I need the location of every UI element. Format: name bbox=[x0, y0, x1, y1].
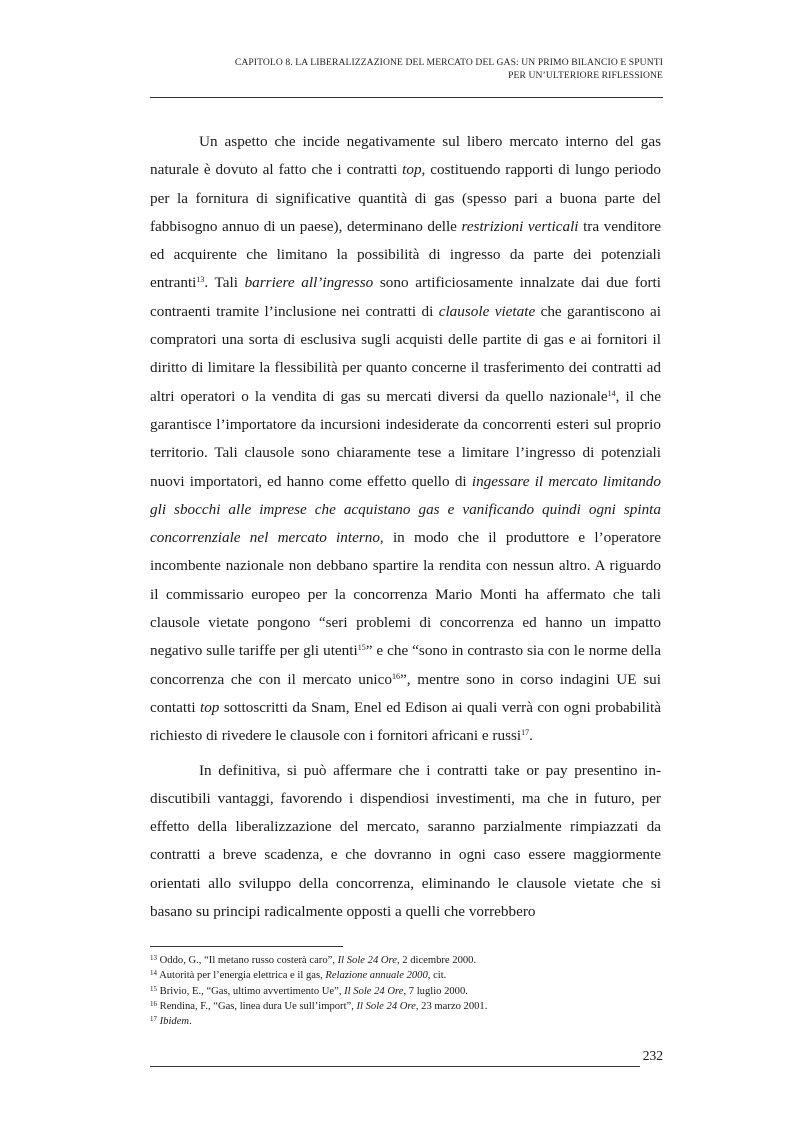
page-number: 232 bbox=[642, 1048, 663, 1063]
footnote-source: Ibidem bbox=[159, 1016, 190, 1028]
footnote-text: Autorità per l’energia elettrica e il gas, bbox=[159, 970, 326, 982]
footnote-text: Brivio, E., “Gas, ultimo avvertimento Ue”, bbox=[159, 985, 345, 997]
italic-term-top: top bbox=[402, 161, 422, 179]
footnote-13 bbox=[150, 953, 663, 968]
text-run: Un aspetto che incide negativamente sul libero mercato interno del gas naturale è dovuto al fatto che i contratti bbox=[150, 133, 661, 179]
footnote-text: , 23 marzo 2001. bbox=[415, 1000, 488, 1012]
paragraph-1 bbox=[150, 128, 661, 751]
footnote-source: Il Sole 24 Ore bbox=[356, 1000, 416, 1012]
italic-phrase-ingessare: ingessare il mercato limitando gli sbocchi alle imprese che acquistano gas e vanificando quindi ogni spinta concorrenziale nel mercato interno bbox=[150, 472, 661, 547]
running-header bbox=[150, 57, 663, 82]
text-run: tra venditore ed acquirente che limitano la possibilità di ingresso da parte dei potenziali entranti bbox=[150, 217, 661, 292]
footnote-number: 17 bbox=[150, 1015, 157, 1024]
text-run: sottoscritti da Snam, Enel ed Edison ai quali verrà con ogni probabilità richiesto di rivedere le clausole con i fornitori africani e russi bbox=[150, 698, 661, 745]
footnote-15 bbox=[150, 984, 663, 999]
footnote-ref-15[interactable]: 15 bbox=[357, 643, 366, 653]
text-run: , il che garantisce l’importatore da incursioni indesiderate da concorrenti esteri sul proprio territorio. Tali clausole sono chiaramente tese a limitare l’ingresso di potenziali nuovi importatori, ed hanno come effetto quello di bbox=[150, 387, 662, 490]
footnote-16 bbox=[150, 999, 663, 1014]
italic-term-restrizioni-verticali: restrizioni verticali bbox=[461, 217, 579, 235]
footnote-number: 16 bbox=[150, 999, 157, 1008]
footnote-number: 14 bbox=[150, 969, 157, 978]
text-run: , costituendo rapporti di lungo periodo per la fornitura di significative quantità di gas (spesso pari a buona parte del fabbisogno annuo di un paese), determinano delle bbox=[150, 161, 661, 235]
footnote-text: , 2 dicembre 2000. bbox=[396, 955, 477, 966]
footnote-text: . bbox=[189, 1016, 192, 1028]
text-run: ” e che “sono in contrasto sia con le norme della concorrenza che con il mercato unico bbox=[150, 642, 661, 688]
footnote-text: Oddo, G., “Il metano russo costerà caro”, bbox=[159, 955, 338, 966]
footnote-ref-17[interactable]: 17 bbox=[521, 728, 530, 738]
italic-term-barriere: barriere all’ingresso bbox=[244, 274, 374, 292]
body-text bbox=[150, 128, 661, 926]
footnote-text: Rendina, F., “Gas, linea dura Ue sull’import”, bbox=[159, 1000, 357, 1012]
text-run: che garantiscono ai compratori una sorta di esclusiva sugli acquisti delle partite di gas e ai fornitori il diritto di limitare la flessibilità per quanto concerne il trasferimento dei contratti ad altri operatori o la vendita di gas su mercati diversi da quello nazionale bbox=[150, 302, 661, 405]
header-line-1: CAPITOLO 8. LA LIBERALIZZAZIONE DEL MERCATO DEL GAS: UN PRIMO BILANCIO E SPUNTI bbox=[234, 57, 663, 68]
text-run: . Tali bbox=[204, 274, 245, 292]
paragraph-2: In definitiva, si può affermare che i contratti take or pay presentino indiscutibili vantaggi, favorendo i dispendiosi investimenti, ma che in futuro, per effetto della liberalizzazione del mercato, saranno parzialmente rimpiazzati da contratti a breve scadenza, e che dovranno in ogni caso essere maggiormente orientati allo sviluppo della concorrenza, eliminando le clausole vietate che si basano su principi radicalmente opposti a quelli che vorrebbero bbox=[150, 761, 661, 921]
footnotes bbox=[150, 953, 663, 1029]
text-run: , in modo che il produttore e l’operatore incombente nazionale non debbano spartire la rendita con nessun altro. A riguardo il commissario europeo per la concorrenza Mario Monti ha affermato che tali clausole vietate pongono “seri problemi di concorrenza ed hanno un impatto negativo sulle tariffe per gli utenti bbox=[150, 529, 662, 660]
header-line-2: PER UN’ULTERIORE RIFLESSIONE bbox=[508, 69, 663, 81]
footnote-number: 13 bbox=[150, 954, 157, 962]
footnote-text: , 7 luglio 2000. bbox=[403, 985, 468, 997]
footnote-ref-13[interactable]: 13 bbox=[196, 275, 205, 285]
footnote-ref-16[interactable]: 16 bbox=[391, 671, 400, 681]
footnote-14 bbox=[150, 968, 663, 983]
footnote-source: Il Sole 24 Ore bbox=[337, 955, 397, 966]
footnote-ref-14[interactable]: 14 bbox=[607, 388, 616, 398]
footnote-number: 15 bbox=[150, 984, 157, 993]
text-run: . bbox=[529, 727, 533, 745]
text-run: ”, mentre sono in corso indagini UE sui contatti bbox=[150, 670, 661, 716]
italic-term-top: top bbox=[199, 698, 220, 716]
text-run: sono artificiosamente innalzate dai due forti contraenti tramite l’inclusione nei contratti di bbox=[150, 274, 661, 320]
footer-rule bbox=[150, 1066, 640, 1067]
footnote-rule bbox=[150, 946, 343, 947]
italic-term-clausole-vietate: clausole vietate bbox=[438, 302, 536, 320]
header-rule bbox=[150, 97, 663, 98]
footnote-text: , cit. bbox=[427, 970, 447, 982]
footnote-17 bbox=[150, 1014, 663, 1029]
footnote-source: Il Sole 24 Ore bbox=[344, 985, 404, 997]
footnote-source: Relazione annuale 2000 bbox=[325, 970, 428, 982]
